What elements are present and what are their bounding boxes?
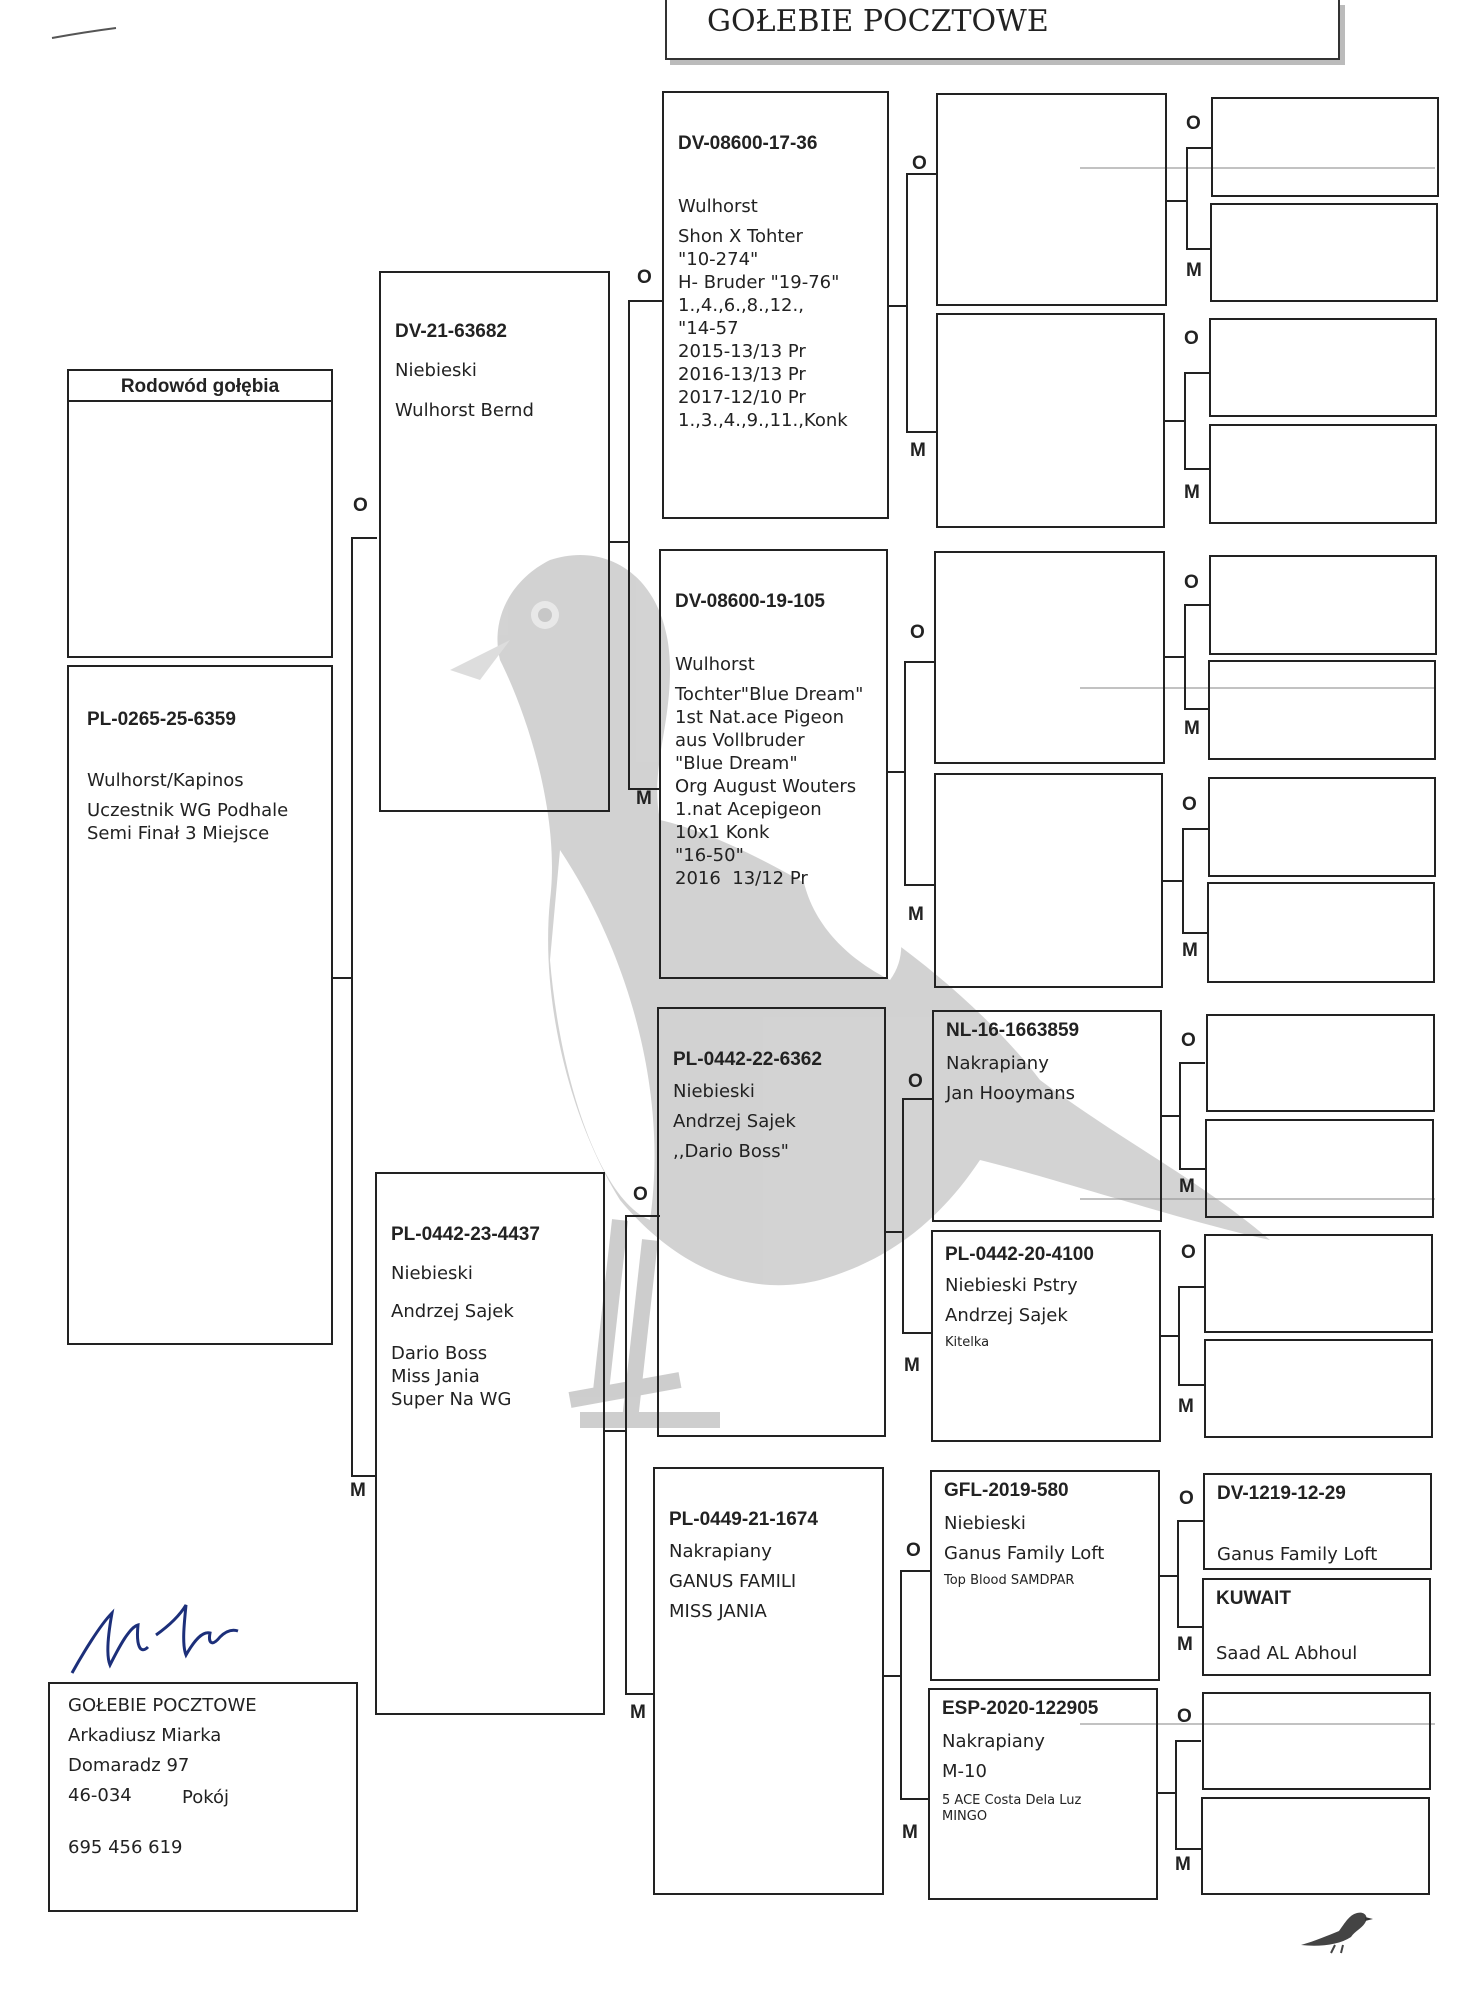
breeder-line-2: Arkadiusz Miarka [68,1725,222,1746]
gggp-box [1209,318,1437,417]
mother-label: M [904,1355,920,1376]
pigeon-logo-icon [1295,1905,1375,1955]
gggp-box [1211,97,1439,197]
breeder-box [48,1682,358,1912]
father-label: O [1186,113,1201,134]
gp-dam-sire-box [657,1007,886,1437]
dam-line-4: Miss Jania [391,1366,480,1387]
ggp-ds-s-line: Nakrapiany [946,1053,1049,1074]
subject-line-1: Wulhorst/Kapinos [87,770,244,791]
sire-ring: DV-21-63682 [395,321,507,342]
mother-label: M [350,1480,366,1501]
gp-sd-line: "16-50" [675,845,744,866]
connector [625,1215,627,1695]
ggp-ds-d-line: Andrzej Sajek [945,1305,1068,1326]
subject-box [67,665,333,1345]
gp-ss-line: 1.,3.,4.,9.,11.,Konk [678,410,848,431]
connector [351,1475,375,1477]
gggp-dd-s-d-ring: KUWAIT [1216,1588,1291,1609]
connector [628,300,664,302]
connector [1175,1848,1201,1850]
connector [1184,372,1186,470]
connector [904,661,934,663]
mother-label: M [908,904,924,925]
connector [1182,828,1184,934]
gggp-box [1202,1692,1431,1790]
gggp-dd-s-d-box [1202,1578,1431,1676]
gp-sd-line: aus Vollbruder [675,730,805,751]
father-label: O [912,153,927,174]
ggp-dd-s-note: Top Blood SAMDPAR [944,1573,1075,1588]
connector [351,537,353,1477]
gggp-dd-s-s-line: Ganus Family Loft [1217,1544,1378,1565]
gp-ss-line: Wulhorst [678,196,758,217]
gggp-box [1204,1339,1433,1438]
mother-label: M [902,1822,918,1843]
connector [1177,1520,1203,1522]
ggp-dd-d-ring: ESP-2020-122905 [942,1698,1099,1719]
gggp-box [1201,1797,1430,1895]
subject-line-3: Semi Finał 3 Miejsce [87,823,270,844]
gggp-box [1205,1119,1434,1218]
father-label: O [1182,794,1197,815]
gggp-box [1208,777,1436,877]
ggp-dd-d-line: M-10 [942,1761,987,1782]
connector [900,1570,902,1800]
pedigree-title: Rodowód gołębia [120,376,280,397]
connector [1184,604,1186,710]
ggp-ds-d-line: Niebieski Pstry [945,1275,1078,1296]
ggp-ds-dam-box [931,1230,1161,1442]
connector [1178,1286,1180,1386]
gp-sd-line: 1st Nat.ace Pigeon [675,707,844,728]
gggp-box [1204,1234,1433,1333]
connector [1165,420,1185,422]
subject-line-2: Uczestnik WG Podhale [87,800,289,821]
connector [1178,1286,1204,1288]
gp-dd-line: GANUS FAMILI [669,1571,797,1592]
mother-label: M [1186,260,1202,281]
gp-sd-line: Tochter"Blue Dream" [675,684,864,705]
ggp-dd-s-line: Ganus Family Loft [944,1543,1105,1564]
ggp-dd-dam-box [928,1688,1158,1900]
ggp-ds-d-ring: PL-0442-20-4100 [945,1244,1094,1265]
ggp-dd-d-note: 5 ACE Costa Dela Luz [942,1793,1082,1808]
dam-line-1: Niebieski [391,1263,473,1284]
connector [904,884,934,886]
father-label: O [1179,1488,1194,1509]
father-label: O [910,622,925,643]
connector [1184,708,1210,710]
mother-label: M [1175,1854,1191,1875]
gp-sd-line: "Blue Dream" [675,753,798,774]
ggp-box [934,773,1163,988]
connector [1182,828,1208,830]
father-label: O [1177,1706,1192,1727]
connector [1179,1168,1205,1170]
gp-ss-ring: DV-08600-17-36 [678,133,818,154]
mother-label: M [1179,1176,1195,1197]
signature-icon [60,1585,270,1680]
father-label: O [1181,1242,1196,1263]
connector [1178,1384,1204,1386]
father-label: O [633,1184,648,1205]
gp-sd-line: 1.nat Acepigeon [675,799,822,820]
dam-line-3: Dario Boss [391,1343,488,1364]
mother-label: M [636,788,652,809]
connector [605,1430,627,1432]
subject-ring: PL-0265-25-6359 [87,709,236,730]
gp-ds-line: Niebieski [673,1081,755,1102]
connector [906,173,908,433]
ggp-ds-sire-box [932,1010,1162,1222]
dam-box [375,1172,605,1715]
gp-sd-line: Org August Wouters [675,776,857,797]
gggp-dd-s-s-ring: DV-1219-12-29 [1217,1483,1346,1504]
photo-box [67,400,333,658]
gggp-box [1209,424,1437,524]
connector [902,1098,932,1100]
connector [625,1215,660,1217]
gp-ss-line: "14-57 [678,318,739,339]
breeder-phone: 695 456 619 [68,1837,183,1858]
father-label: O [1181,1030,1196,1051]
connector [900,1798,928,1800]
gp-ss-line: H- Bruder "19-76" [678,272,840,293]
mother-label: M [1178,1396,1194,1417]
dam-line-2: Andrzej Sajek [391,1301,514,1322]
breeder-line-3: Domaradz 97 [68,1755,190,1776]
mother-label: M [1177,1634,1193,1655]
father-label: O [1184,328,1199,349]
connector [1160,1575,1178,1577]
connector [1163,880,1183,882]
connector [625,1693,655,1695]
connector [1161,1335,1179,1337]
gp-ss-line: 2015-13/13 Pr [678,341,806,362]
connector [610,541,630,543]
connector [1186,147,1212,149]
gggp-box [1210,203,1438,302]
ggp-box [936,313,1165,528]
ggp-ds-s-ring: NL-16-1663859 [946,1020,1080,1041]
sire-line-1: Niebieski [395,360,477,381]
sire-line-2: Wulhorst Bernd [395,400,534,421]
connector [1182,932,1208,934]
mother-label: M [1184,718,1200,739]
breeder-line-1: GOŁEBIE POCZTOWE [68,1695,257,1716]
ggp-box [934,551,1165,764]
connector [1177,1520,1179,1628]
gp-ss-line: 1.,4.,6.,8.,12., [678,295,804,316]
connector [902,1332,932,1334]
ggp-dd-d-note: MINGO [942,1809,988,1824]
gp-sire-sire-box [662,91,889,519]
connector [1175,1740,1201,1742]
mother-label: M [910,440,926,461]
connector [1179,1062,1181,1170]
connector [1184,468,1210,470]
connector [1179,1062,1205,1064]
connector [1167,200,1187,202]
connector [1186,147,1188,250]
gp-sire-dam-box [659,549,888,979]
connector [902,1098,904,1334]
connector [1177,1626,1203,1628]
connector [906,431,936,433]
gp-sd-line: 10x1 Konk [675,822,770,843]
gp-dd-line: MISS JANIA [669,1601,767,1622]
mother-label: M [630,1702,646,1723]
gp-sd-line: Wulhorst [675,654,755,675]
gp-ss-line: 2017-12/10 Pr [678,387,806,408]
gp-ss-line: Shon X Tohter [678,226,803,247]
gggp-box [1206,1014,1435,1112]
breeder-city: Pokój [182,1787,230,1808]
connector [1158,1792,1176,1794]
connector [889,305,907,307]
pen-mark-icon [50,22,120,42]
gp-ds-ring: PL-0442-22-6362 [673,1049,822,1070]
mother-label: M [1182,940,1198,961]
connector [1186,248,1212,250]
ggp-dd-d-line: Nakrapiany [942,1731,1045,1752]
gp-ds-line: Andrzej Sajek [673,1111,796,1132]
father-label: O [908,1071,923,1092]
gp-sd-ring: DV-08600-19-105 [675,591,825,612]
ggp-dd-s-ring: GFL-2019-580 [944,1480,1069,1501]
ggp-dd-s-line: Niebieski [944,1513,1026,1534]
connector [1165,656,1185,658]
gggp-box [1209,555,1437,655]
connector [333,977,353,979]
gp-ss-line: "10-274" [678,249,759,270]
connector [900,1570,930,1572]
gp-sd-line: 2016 13/12 Pr [675,868,808,889]
gp-dd-line: Nakrapiany [669,1541,772,1562]
connector [1162,1115,1180,1117]
gp-ss-line: 2016-13/13 Pr [678,364,806,385]
gp-dd-ring: PL-0449-21-1674 [669,1509,818,1530]
gp-ds-line: ,,Dario Boss" [673,1141,789,1162]
header-title: GOŁEBIE POCZTOWE [707,4,1049,39]
ggp-ds-s-line: Jan Hooymans [946,1083,1076,1104]
father-label: O [1184,572,1199,593]
father-label: O [637,267,652,288]
dam-ring: PL-0442-23-4437 [391,1224,540,1245]
connector [904,661,906,886]
connector [628,300,630,790]
ggp-box [936,93,1167,306]
ggp-dd-sire-box [930,1470,1160,1681]
gp-dam-dam-box [653,1467,884,1895]
connector [1175,1740,1177,1850]
header-banner [665,0,1340,60]
mother-label: M [1184,482,1200,503]
dam-line-5: Super Na WG [391,1389,512,1410]
sire-box [379,271,610,812]
connector [1184,372,1210,374]
breeder-postal-code: 46-034 [68,1785,132,1806]
gggp-box [1208,660,1436,760]
gggp-dd-s-d-line: Saad AL Abhoul [1216,1643,1358,1664]
father-label: O [906,1540,921,1561]
pedigree-title-box [67,369,333,403]
ggp-ds-d-note: Kitelka [945,1335,990,1350]
gggp-box [1207,882,1435,983]
gggp-dd-s-s-box [1203,1473,1432,1570]
connector [1184,604,1210,606]
connector [351,537,377,539]
father-label: O [353,495,368,516]
